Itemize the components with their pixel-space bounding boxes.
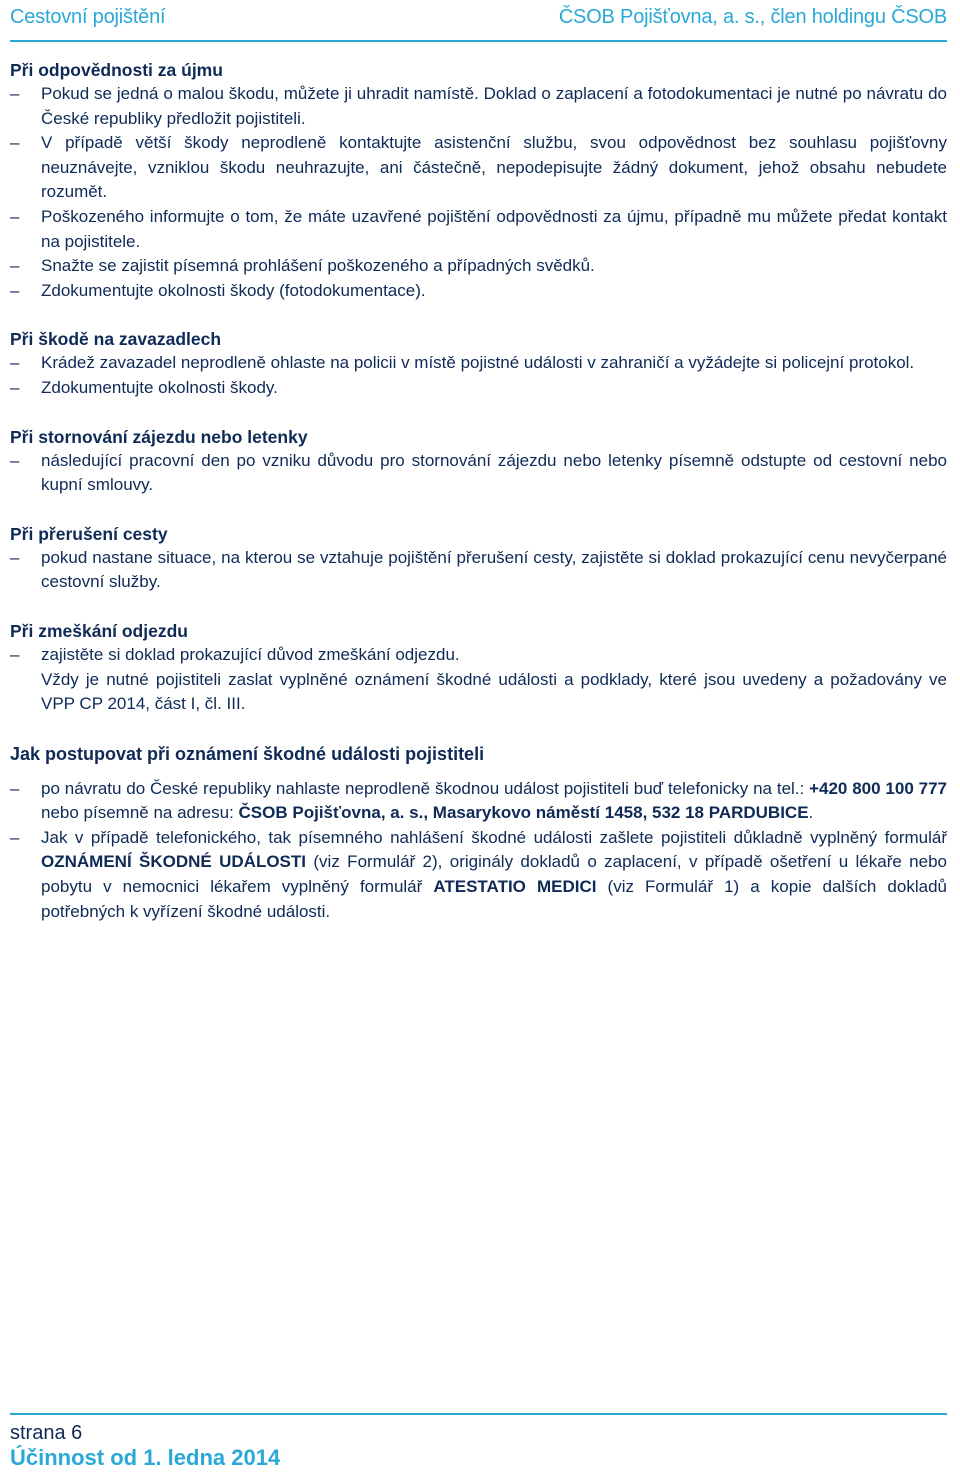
page-number: strana 6 bbox=[10, 1422, 83, 1444]
section-title: Při stornování zájezdu nebo letenky bbox=[10, 426, 308, 447]
list-item: – Jak v případě telefonického, tak písemného nahlášení škodné události zašlete pojistiteli důkladně vyplněný formulář OZNÁMENÍ ŠKODNÉ UDÁLOSTI (viz Formulář 2), originály dokladů o zaplacení, v případě ošetření u lékaře nebo pobytu v nemocnici lékařem vyplněný formulář ATESTATIO MEDICI (viz Formulář 1) a kopie dalších dokladů potřebných k vyřízení škodné události. bbox=[10, 827, 947, 921]
list-item: – zajistěte si doklad prokazující důvod zmeškání odjezdu. bbox=[10, 644, 460, 664]
page-header bbox=[10, 6, 947, 42]
postal-address: ČSOB Pojišťovna, a. s., Masarykovo náměstí 1458, 532 18 PARDUBICE bbox=[238, 803, 809, 823]
list-item: – Poškozeného informujte o tom, že máte uzavřené pojištění odpovědnosti za újmu, případně mu můžete předat kontakt na pojistitele. bbox=[10, 206, 947, 251]
section-missed-departure bbox=[10, 619, 947, 717]
list-item: – po návratu do České republiky nahlaste neprodleně škodnou událost pojistiteli buď telefonicky na tel.: +420 800 100 777 nebo písemně na adresu: ČSOB Pojišťovna, a. s., Masarykovo náměstí 1458, 532 18 PARDUBICE. bbox=[10, 778, 947, 823]
list-item: – Zdokumentujte okolnosti škody (fotodokumentace). bbox=[10, 280, 426, 300]
section-note: Vždy je nutné pojistiteli zaslat vyplněné oznámení škodné události a podklady, které jsou uvedeny a požadovány ve VPP CP 2014, část I, čl. III. bbox=[41, 669, 947, 714]
list-item: – Zdokumentujte okolnosti škody. bbox=[10, 377, 278, 397]
section-luggage bbox=[10, 327, 947, 400]
list-item: – Pokud se jedná o malou škodu, můžete ji uhradit namístě. Doklad o zaplacení a fotodokumentaci je nutné po návratu do České republiky předložit pojistiteli. bbox=[10, 84, 947, 128]
company-name: ČSOB Pojišťovna, a. s., člen holdingu ČSOB bbox=[558, 6, 947, 28]
section-liability bbox=[10, 58, 947, 303]
section-interruption bbox=[10, 522, 947, 595]
section-report bbox=[10, 741, 947, 925]
list-item: – Snažte se zajistit písemná prohlášení poškozeného a případných svědků. bbox=[10, 256, 595, 276]
form-name: OZNÁMENÍ ŠKODNÉ UDÁLOSTI bbox=[41, 852, 307, 872]
effective-date: Účinnost od 1. ledna 2014 bbox=[10, 1445, 281, 1470]
page-footer bbox=[10, 1413, 947, 1471]
section-title: Při odpovědnosti za újmu bbox=[10, 60, 223, 80]
list-item: – Krádež zavazadel neprodleně ohlaste na policii v místě pojistné události v zahraničí a vyžádejte si policejní protokol. bbox=[10, 353, 915, 373]
form-name: ATESTATIO MEDICI bbox=[433, 877, 597, 897]
page-content bbox=[10, 58, 947, 948]
phone-number: +420 800 100 777 bbox=[809, 778, 947, 798]
document-title: Cestovní pojištění bbox=[10, 6, 166, 28]
section-title: Při přerušení cesty bbox=[10, 523, 168, 544]
list-item: – následující pracovní den po vzniku důvodu pro stornování zájezdu nebo letenky písemně odstupte od cestovní nebo kupní smlouvy. bbox=[10, 450, 947, 495]
section-title: Při škodě na zavazadlech bbox=[10, 329, 222, 350]
section-cancellation bbox=[10, 425, 947, 498]
list-item: – V případě větší škody neprodleně kontaktujte asistenční službu, svou odpovědnost bez souhlasu pojišťovny neuznávejte, vzniklou škodu neuhrazujte, ani částečně, nepodepisujte žádný dokument, jehož obsahu nebudete rozumět. bbox=[10, 133, 947, 202]
section-title: Při zmeškání odjezdu bbox=[10, 620, 188, 641]
section-title: Jak postupovat při oznámení škodné události pojistiteli bbox=[10, 743, 485, 764]
list-item: – pokud nastane situace, na kterou se vztahuje pojištění přerušení cesty, zajistěte si doklad prokazující cenu nevyčerpané cestovní služby. bbox=[10, 547, 947, 592]
